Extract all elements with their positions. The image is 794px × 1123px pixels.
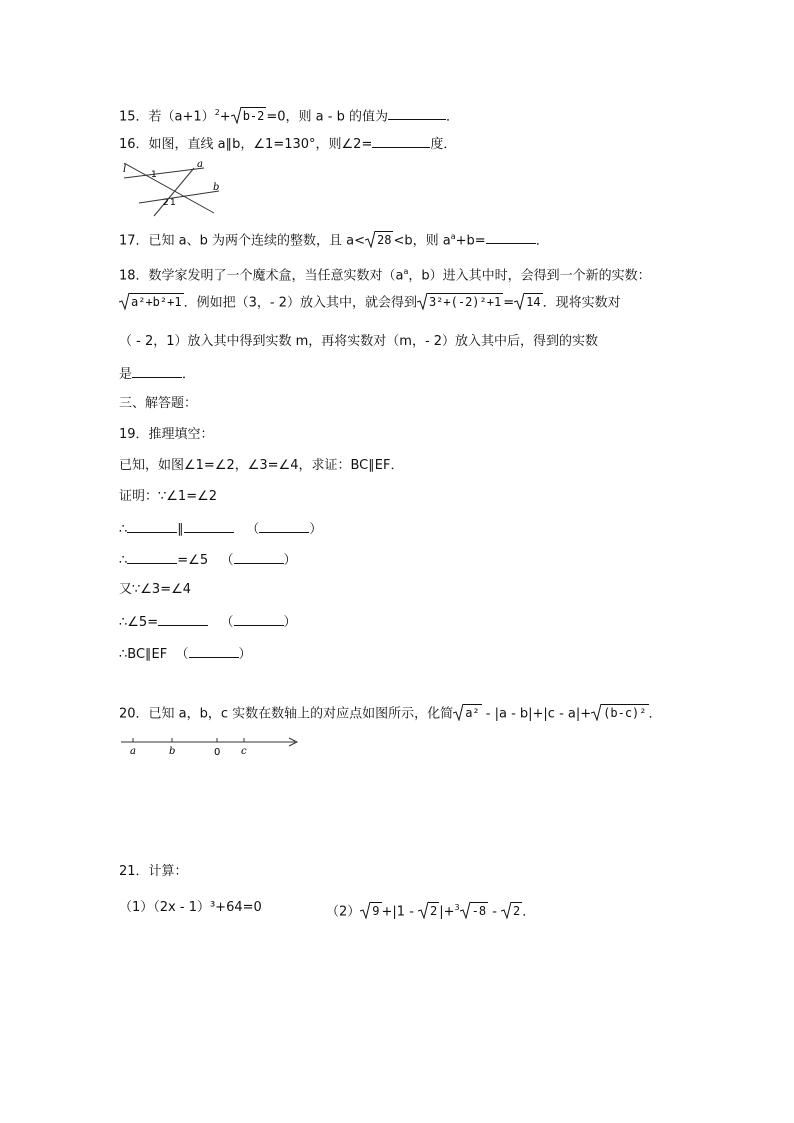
reason-blank (234, 611, 284, 626)
line-l (124, 163, 214, 213)
cube-root-minus-8: -8 (460, 902, 488, 922)
question-19-given: 已知，如图∠1=∠2，∠3=∠4，求证：BC∥EF． (119, 458, 404, 473)
proof-line-6: ∴BC∥EF （ ） (119, 643, 252, 665)
number-line-figure (119, 733, 304, 758)
label-angle-1b: 1 (170, 198, 176, 208)
label-b: b (213, 182, 220, 193)
label-a: a (197, 159, 203, 170)
radical-icon (119, 292, 129, 310)
question-18-line-1: 18．数学家发明了一个魔术盒，当任意实数对（$a^a$，b）进入其中时，会得到一个新的实数： (119, 267, 651, 284)
transversal-line (154, 168, 194, 216)
question-17: 17．已知 a、b 为两个连续的整数，且 a< 28 <b，则 $a^a+b=$ ． (119, 227, 549, 251)
label-zero: 0 (214, 747, 221, 758)
question-21-title: 21．计算： (119, 864, 188, 879)
question-15: 15．若$(a+1)^2+$ b-2 =0，则 a - b 的值为 ． (119, 103, 459, 127)
label-c: c (241, 746, 247, 757)
sqrt-2: 2 (418, 902, 439, 922)
sqrt-9: 9 (360, 902, 381, 922)
question-21-part-2: （2） 9 +|1 - 2 |+$^3$ -8 - 2 ． (326, 898, 535, 922)
question-18-line-3: （ - 2，1）放入其中得到实数 m，再将实数对（m，- 2）放入其中后，得到的实数 (119, 334, 599, 349)
sqrt-a2-b2-1: a²+b²+1 (119, 293, 184, 313)
proof-line-3: ∴ =∠5 （ ） (119, 549, 297, 571)
label-a: a (130, 746, 136, 757)
label-angle-1: 1 (151, 170, 157, 180)
radical-icon (417, 292, 427, 310)
label-b: b (169, 746, 176, 757)
line-b (139, 191, 219, 203)
sqrt-14: 14 (514, 293, 542, 313)
proof-line-5: ∴∠5= （ ） (119, 611, 297, 633)
section-heading: 三、解答题： (119, 396, 198, 411)
radical-icon (360, 901, 370, 919)
radical-icon (514, 292, 524, 310)
label-l: l (123, 164, 127, 175)
question-20: 20．已知 a，b，c 实数在数轴上的对应点如图所示，化简 a² - |a - b|+|c - a|+ (b-c)² ． (119, 704, 662, 725)
answer-blank (184, 518, 234, 533)
question-16: 16．如图，直线 a∥b，∠1=130°，则∠2= 度． (119, 133, 456, 155)
answer-blank (372, 133, 430, 148)
proof-line-1: 证明：∵∠1=∠2 (119, 489, 218, 504)
radical-icon (365, 230, 375, 248)
answer-blank (158, 611, 208, 626)
radical-icon (453, 703, 463, 721)
question-21-part-1: （1）（2x - 1）³+64=0 (119, 900, 262, 915)
sqrt-a-squared: a² (453, 704, 481, 724)
sqrt-b-minus-2: b-2 (231, 107, 267, 127)
sqrt-example: 3²+(-2)²+1 (417, 293, 503, 313)
parallel-lines-figure (119, 158, 224, 218)
answer-blank (127, 549, 177, 564)
reason-blank (234, 549, 284, 564)
answer-blank (132, 363, 182, 378)
radical-icon (591, 703, 601, 721)
answer-blank (127, 518, 177, 533)
answer-blank (486, 229, 536, 244)
reason-blank (189, 643, 239, 658)
radical-icon (501, 901, 511, 919)
question-18-line-4: 是 ． (119, 363, 195, 385)
radical-icon (460, 901, 470, 919)
proof-line-2: ∴ ∥ （ ） (119, 518, 322, 540)
sqrt-b-minus-c-squared: (b-c)² (591, 704, 648, 724)
radical-icon (418, 901, 428, 919)
label-angle-2: 2 (163, 198, 169, 208)
reason-blank (259, 518, 309, 533)
answer-blank (388, 105, 446, 120)
proof-line-4: 又∵∠3=∠4 (119, 582, 192, 597)
sqrt-28: 28 (365, 231, 393, 251)
radical-icon (231, 106, 241, 124)
sqrt-2: 2 (501, 902, 522, 922)
question-19-title: 19．推理填空： (119, 427, 214, 442)
question-18-line-2: a²+b²+1 ．例如把（3，- 2）放入其中，就会得到 3²+(-2)²+1 = 14 ．现将实数对 (119, 293, 621, 314)
